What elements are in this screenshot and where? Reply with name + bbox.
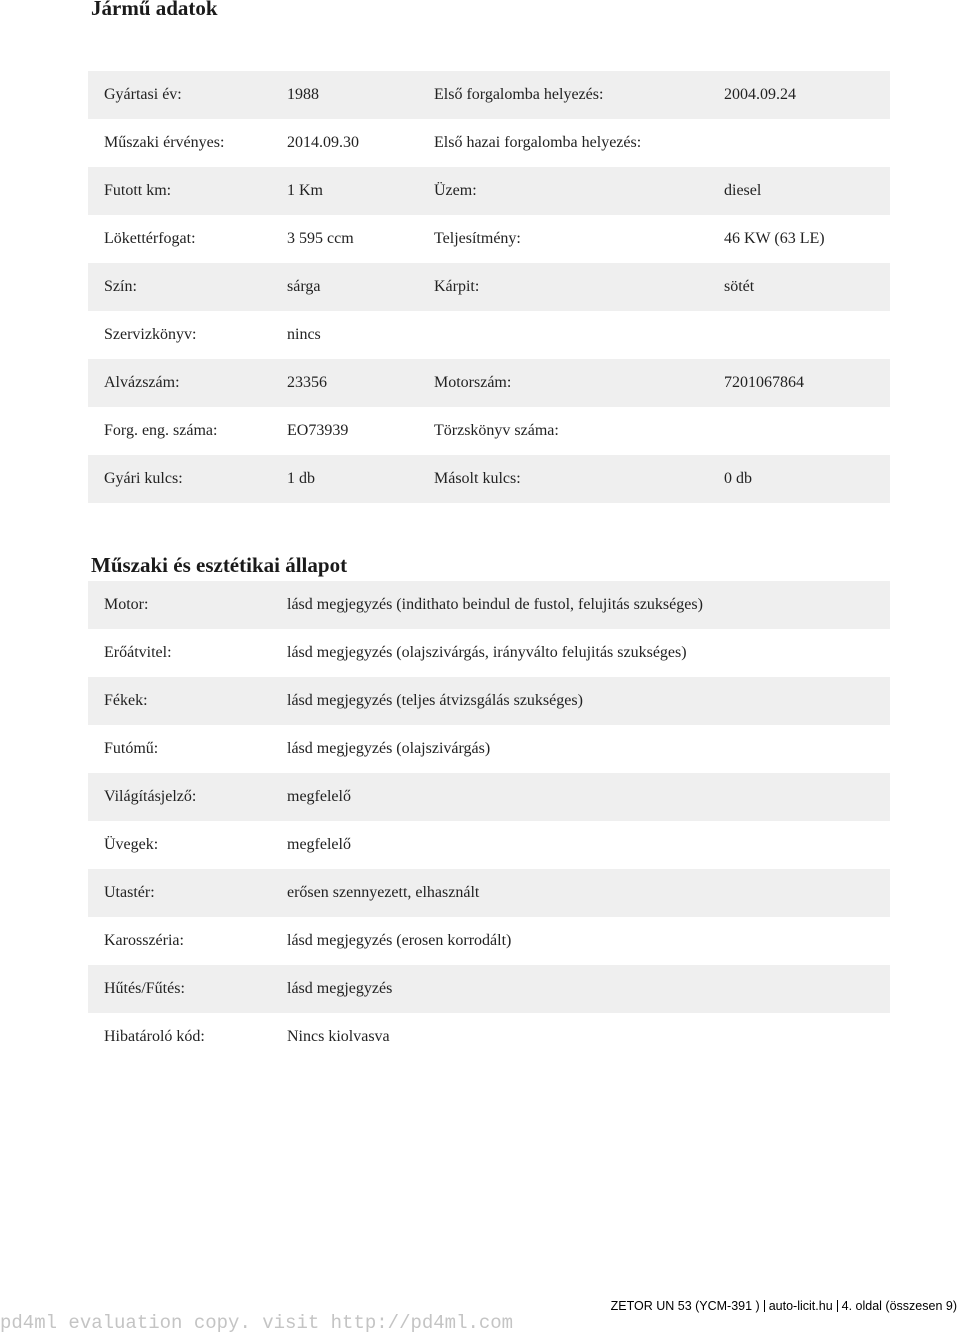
row-value: lásd megjegyzés (erosen korrodált) [287, 932, 512, 949]
row-label: Hibatároló kód: [104, 1028, 205, 1045]
table-row [88, 821, 890, 869]
row-value: nincs [287, 326, 321, 343]
table-row [88, 869, 890, 917]
table-row [88, 311, 890, 359]
condition-title: Műszaki és esztétikai állapot [91, 553, 348, 577]
table-row [88, 965, 890, 1013]
row-label: Hűtés/Fűtés: [104, 980, 185, 997]
table-row [88, 215, 890, 263]
row-value: 7201067864 [724, 374, 804, 391]
row-label: Üzem: [434, 182, 477, 199]
row-label: Világításjelző: [104, 788, 197, 805]
row-value: lásd megjegyzés (olajszivárgás, irányválto felujitás szukséges) [287, 644, 687, 661]
row-label: Motor: [104, 596, 149, 613]
row-value: 23356 [287, 374, 327, 391]
row-value: megfelelő [287, 836, 351, 853]
row-label: Futott km: [104, 182, 172, 199]
row-value: lásd megjegyzés [287, 980, 393, 997]
row-label: Első hazai forgalomba helyezés: [434, 134, 642, 151]
row-value: 1 db [287, 470, 315, 487]
table-row [88, 917, 890, 965]
row-value: lásd megjegyzés (indithato beindul de fustol, felujitás szukséges) [287, 596, 703, 613]
condition-table [88, 581, 890, 1061]
row-value: 0 db [724, 470, 752, 487]
table-row [88, 725, 890, 773]
row-value: erősen szennyezett, elhasznált [287, 884, 480, 901]
footer-page-number: 4. oldal (összesen 9) [841, 1299, 957, 1313]
row-value: 3 595 ccm [287, 230, 354, 247]
row-value: EO73939 [287, 422, 349, 439]
row-label: Törzskönyv száma: [434, 422, 559, 439]
table-row [88, 119, 890, 167]
row-label: Gyári kulcs: [104, 470, 183, 487]
table-row [88, 581, 890, 629]
row-label: Lökettérfogat: [104, 230, 196, 247]
row-label: Erőátvitel: [104, 644, 172, 661]
row-label: Szín: [104, 278, 137, 295]
row-value: 2004.09.24 [724, 86, 796, 103]
row-label: Motorszám: [434, 374, 512, 391]
row-value: 2014.09.30 [287, 134, 359, 151]
row-label: Kárpit: [434, 278, 480, 295]
footer-divider [764, 1300, 765, 1312]
row-label: Futómű: [104, 740, 159, 757]
row-label: Forg. eng. száma: [104, 422, 218, 439]
row-label: Szervizkönyv: [104, 326, 197, 343]
table-row [88, 407, 890, 455]
row-label: Üvegek: [104, 836, 159, 853]
table-row [88, 71, 890, 119]
table-row [88, 773, 890, 821]
row-value: 1 Km [287, 182, 323, 199]
row-label: Utastér: [104, 884, 155, 901]
row-value: lásd megjegyzés (teljes átvizsgálás szukséges) [287, 692, 583, 709]
row-value: sötét [724, 278, 755, 295]
table-row [88, 677, 890, 725]
footer-site: auto-licit.hu [768, 1299, 833, 1313]
row-label: Első forgalomba helyezés: [434, 86, 604, 103]
row-label: Gyártasi év: [104, 86, 182, 103]
table-row [88, 167, 890, 215]
table-row [88, 629, 890, 677]
evaluation-watermark: pd4ml evaluation copy. visit http://pd4ml.com [0, 1312, 514, 1334]
row-label: Karosszéria: [104, 932, 184, 949]
table-row [88, 263, 890, 311]
row-label: Fékek: [104, 692, 148, 709]
footer-divider [837, 1300, 838, 1312]
vehicle-data-table [88, 71, 890, 503]
page-footer [611, 1299, 957, 1313]
row-value: lásd megjegyzés (olajszivárgás) [287, 740, 491, 757]
row-value: Nincs kiolvasva [287, 1028, 390, 1045]
row-value: 1988 [287, 86, 319, 103]
table-row [88, 359, 890, 407]
row-value: 46 KW (63 LE) [724, 230, 825, 247]
row-value: sárga [287, 278, 321, 295]
row-value: megfelelő [287, 788, 351, 805]
row-label: Műszaki érvényes: [104, 134, 225, 151]
vehicle-data-title: Jármű adatok [91, 0, 218, 20]
row-value: diesel [724, 182, 762, 199]
table-row [88, 1013, 890, 1061]
row-label: Másolt kulcs: [434, 470, 521, 487]
row-label: Alvázszám: [104, 374, 180, 391]
footer-vehicle: ZETOR UN 53 (YCM-391 ) [610, 1299, 760, 1313]
table-row [88, 455, 890, 503]
row-label: Teljesítmény: [434, 230, 521, 247]
